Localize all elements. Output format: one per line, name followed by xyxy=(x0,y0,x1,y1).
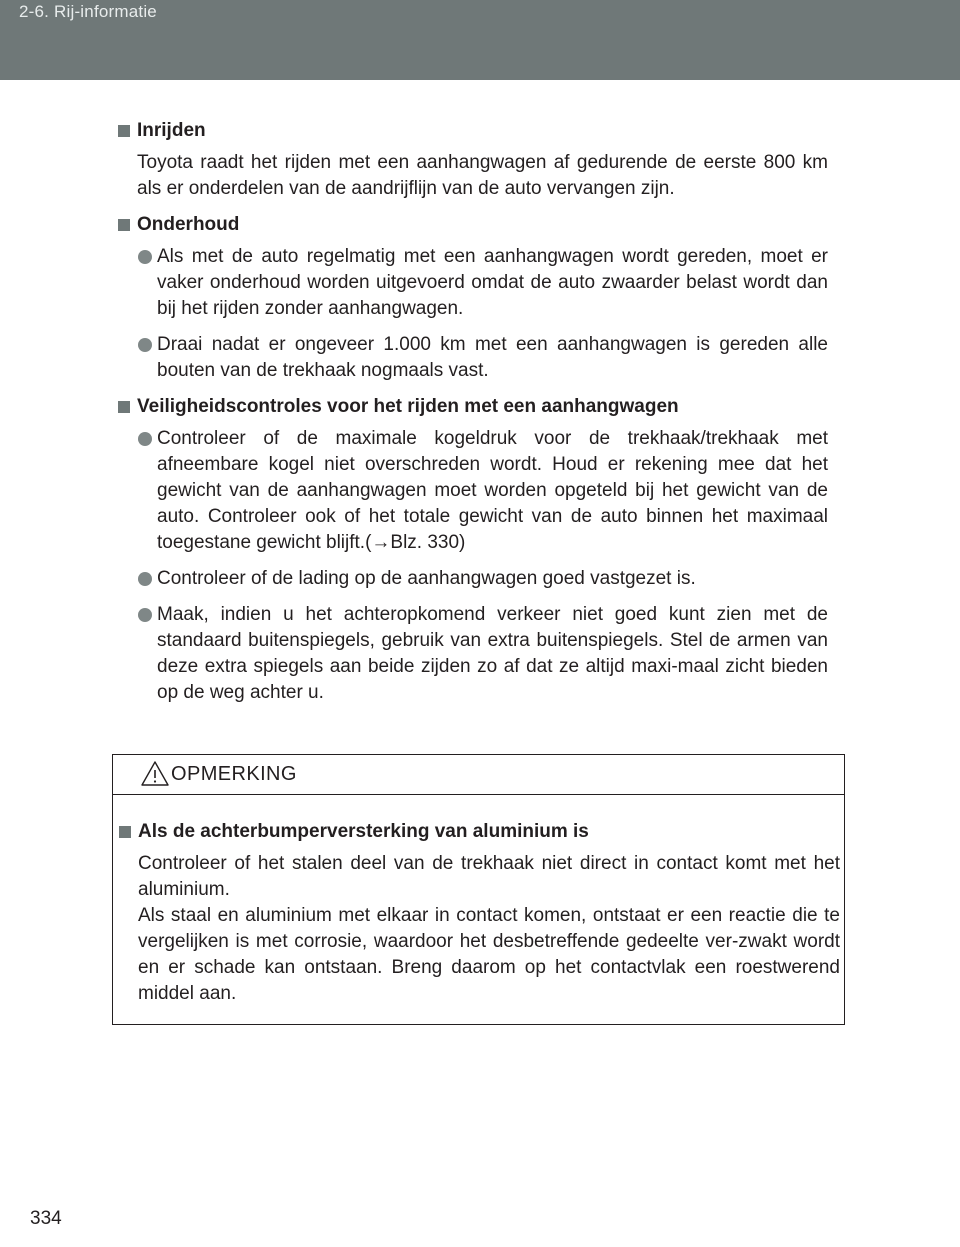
notice-heading xyxy=(119,819,840,845)
page-number: 334 xyxy=(30,1208,62,1229)
page-header xyxy=(0,0,960,80)
square-bullet-icon xyxy=(118,401,130,413)
heading-text: Veiligheidscontroles voor het rijden met een aanhangwagen xyxy=(137,396,679,417)
circle-bullet-icon xyxy=(138,338,152,352)
section-heading-veiligheid xyxy=(118,394,828,420)
notice-header xyxy=(113,755,844,795)
heading-text: Als de achterbumperversterking van aluminium is xyxy=(138,821,589,842)
warning-triangle-icon xyxy=(140,760,170,787)
list-item-text: Maak, indien u het achteropkomend verkeer niet goed kunt zien met de standaard buitenspiegels, gebruik van extra buitenspiegels. Stel de armen van deze extra spiegels aan beide zijden zo af dat ze altijd maxi-maal zicht bieden op de weg achter u. xyxy=(157,604,828,703)
list-item xyxy=(118,566,828,592)
heading-text: Inrijden xyxy=(137,120,206,141)
list-item-text: Draai nadat er ongeveer 1.000 km met een aanhangwagen is gereden alle bouten van de trekhaak nogmaals vast. xyxy=(157,334,828,381)
square-bullet-icon xyxy=(119,826,131,838)
list-item xyxy=(118,332,828,384)
square-bullet-icon xyxy=(118,125,130,137)
list-item xyxy=(118,426,828,556)
circle-bullet-icon xyxy=(138,250,152,264)
main-content xyxy=(118,114,828,716)
circle-bullet-icon xyxy=(138,608,152,622)
section-title: 2-6. Rij-informatie xyxy=(19,2,157,21)
circle-bullet-icon xyxy=(138,432,152,446)
circle-bullet-icon xyxy=(138,572,152,586)
list-item-text: Controleer of de lading op de aanhangwagen goed vastgezet is. xyxy=(157,568,696,589)
square-bullet-icon xyxy=(118,219,130,231)
list-item-text: Controleer of de maximale kogeldruk voor de trekhaak/trekhaak met afneembare kogel niet overschreden wordt. Houd er rekening mee dat het gewicht van de aanhangwagen moet worden opgeteld bij het gewicht van de auto. Controleer ook of het totale gewicht van de auto binnen het maximaal toegestane gewicht blijft.(→Blz. 330) xyxy=(157,428,828,553)
section-heading-onderhoud xyxy=(118,212,828,238)
paragraph-inrijden: Toyota raadt het rijden met een aanhangwagen af gedurende de eerste 800 km als er onderdelen van de aandrijflijn van de auto vervangen zijn. xyxy=(137,152,828,199)
notice-paragraph: Controleer of het stalen deel van de trekhaak niet direct in contact komt met het aluminium. xyxy=(138,853,840,900)
notice-title: OPMERKING xyxy=(171,763,297,785)
notice-box xyxy=(112,754,845,1025)
notice-paragraph: Als staal en aluminium met elkaar in contact komen, ontstaat er een reactie die te vergelijken is met corrosie, waardoor het desbetreffende gedeelte ver-zwakt wordt en er schade kan ontstaan. Breng daarom op het contactvlak een roestwerend middel aan. xyxy=(138,905,840,1004)
notice-body xyxy=(119,815,840,1007)
list-item-text: Als met de auto regelmatig met een aanhangwagen wordt gereden, moet er vaker onderhoud worden uitgevoerd omdat de auto zwaarder belast wordt dan bij het rijden zonder aanhangwagen. xyxy=(157,246,828,319)
list-item xyxy=(118,602,828,706)
list-item xyxy=(118,244,828,322)
heading-text: Onderhoud xyxy=(137,214,240,235)
section-heading-inrijden xyxy=(118,118,828,144)
